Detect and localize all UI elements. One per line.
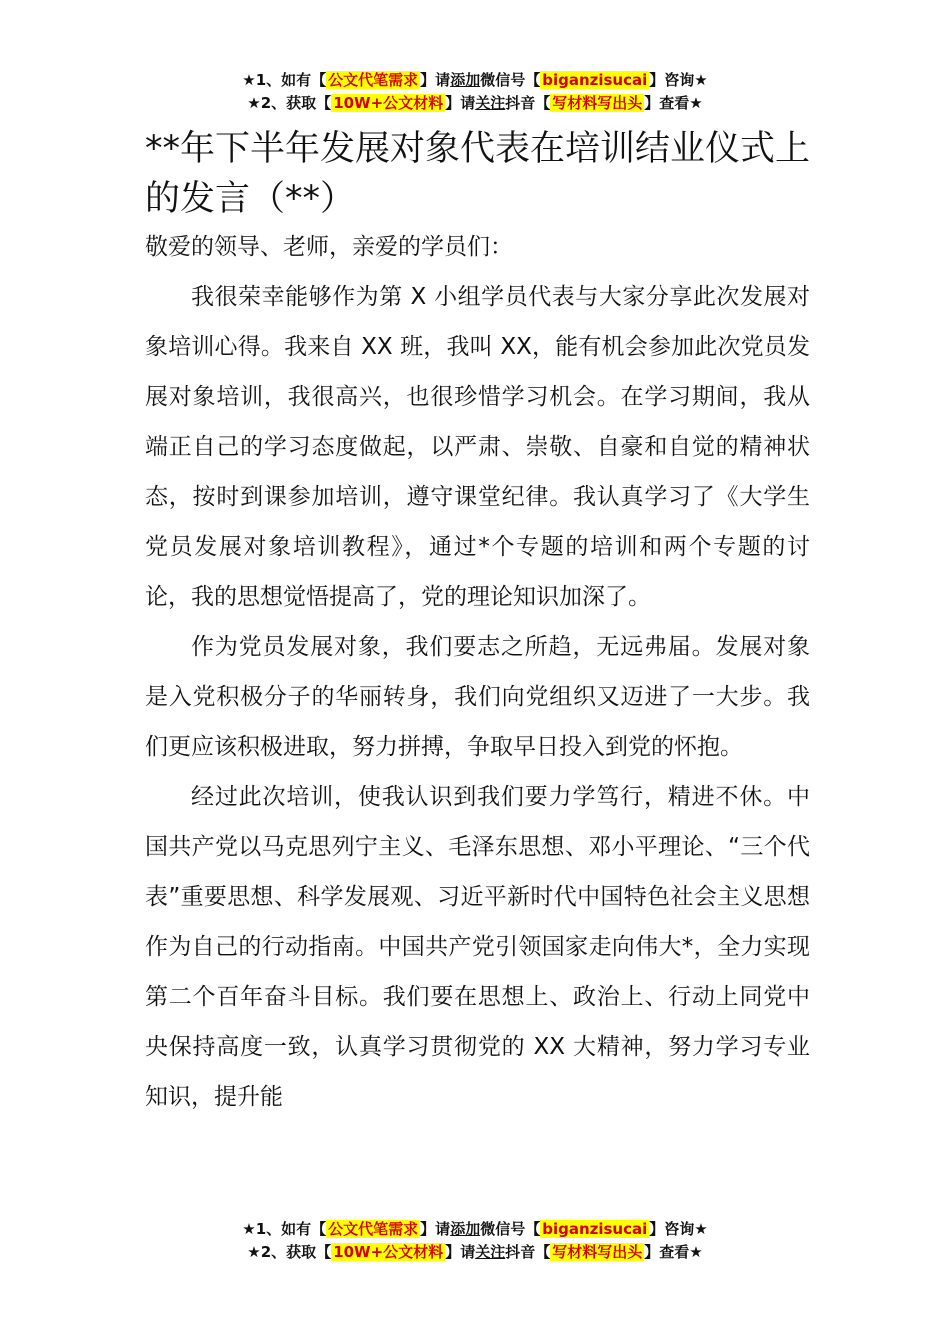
promo-line-2 [0, 92, 950, 115]
salutation: 敬爱的领导、老师，亲爱的学员们： [145, 234, 513, 260]
promo-text: 抖音【 [505, 94, 551, 112]
promo-underline: 关注 [475, 1243, 506, 1261]
promo-highlight: 写材料写出头 [552, 94, 643, 112]
promo-highlight: 10W+公文材料 [333, 1243, 444, 1261]
promo-text: 】请 [420, 1220, 451, 1238]
promo-underline: 添加 [450, 71, 481, 89]
promo-underline: 关注 [475, 94, 506, 112]
promo-text: 】咨询★ [649, 1220, 708, 1238]
promo-highlight: 公文代笔需求 [328, 1220, 419, 1238]
document-body [145, 222, 810, 1122]
body-paragraph: 经过此次培训，使我认识到我们要力学笃行，精进不休。中国共产党以马克思列宁主义、毛泽东思想、邓小平理论、“三个代表”重要思想、科学发展观、习近平新时代中国特色社会主义思想作为自己的行动指南。中国共产党引领国家走向伟大*，全力实现第二个百年奋斗目标。我们要在思想上、政治上、行动上同党中央保持高度一致，认真学习贯彻党的 XX 大精神，努力学习专业知识，提升能 [145, 784, 810, 1110]
promo-text: 微信号【 [480, 71, 541, 89]
promo-text: 抖音【 [505, 1243, 551, 1261]
promo-highlight: 10W+公文材料 [333, 94, 444, 112]
promo-text: ★2、获取【 [247, 94, 332, 112]
promo-highlight: biganzisucai [542, 71, 648, 89]
promo-highlight: 公文代笔需求 [328, 71, 419, 89]
promo-text: ★2、获取【 [247, 1243, 332, 1261]
promo-text: 】请 [445, 1243, 476, 1261]
body-paragraph: 作为党员发展对象，我们要志之所趋，无远弗届。发展对象是入党积极分子的华丽转身，我们向党组织又迈进了一大步。我们更应该积极进取，努力拼搏，争取早日投入到党的怀抱。 [145, 634, 810, 760]
promo-underline: 添加 [450, 1220, 481, 1238]
promo-text: 】请 [445, 94, 476, 112]
header-promo-banner [0, 69, 950, 115]
promo-text: ★1、如有【 [242, 71, 327, 89]
promo-text: 】请 [420, 71, 451, 89]
promo-line-1 [0, 1218, 950, 1241]
promo-text: 微信号【 [480, 1220, 541, 1238]
promo-text: ★1、如有【 [242, 1220, 327, 1238]
document-title: **年下半年发展对象代表在培训结业仪式上的发言（**） [145, 129, 811, 219]
footer-promo-banner [0, 1218, 950, 1264]
promo-text: 】咨询★ [649, 71, 708, 89]
promo-line-1 [0, 69, 950, 92]
body-paragraph: 我很荣幸能够作为第 X 小组学员代表与大家分享此次发展对象培训心得。我来自 XX 班，我叫 XX，能有机会参加此次党员发展对象培训，我很高兴，也很珍惜学习机会。在学习期间，我从端正自己的学习态度做起，以严肃、崇敬、自豪和自觉的精神状态，按时到课参加培训，遵守课堂纪律。我认真学习了《大学生党员发展对象培训教程》，通过*个专题的培训和两个专题的讨论，我的思想觉悟提高了，党的理论知识加深了。 [145, 284, 810, 610]
promo-line-2 [0, 1241, 950, 1264]
promo-highlight: biganzisucai [542, 1220, 648, 1238]
promo-text: 】查看★ [644, 1243, 703, 1261]
promo-text: 】查看★ [644, 94, 703, 112]
promo-highlight: 写材料写出头 [552, 1243, 643, 1261]
